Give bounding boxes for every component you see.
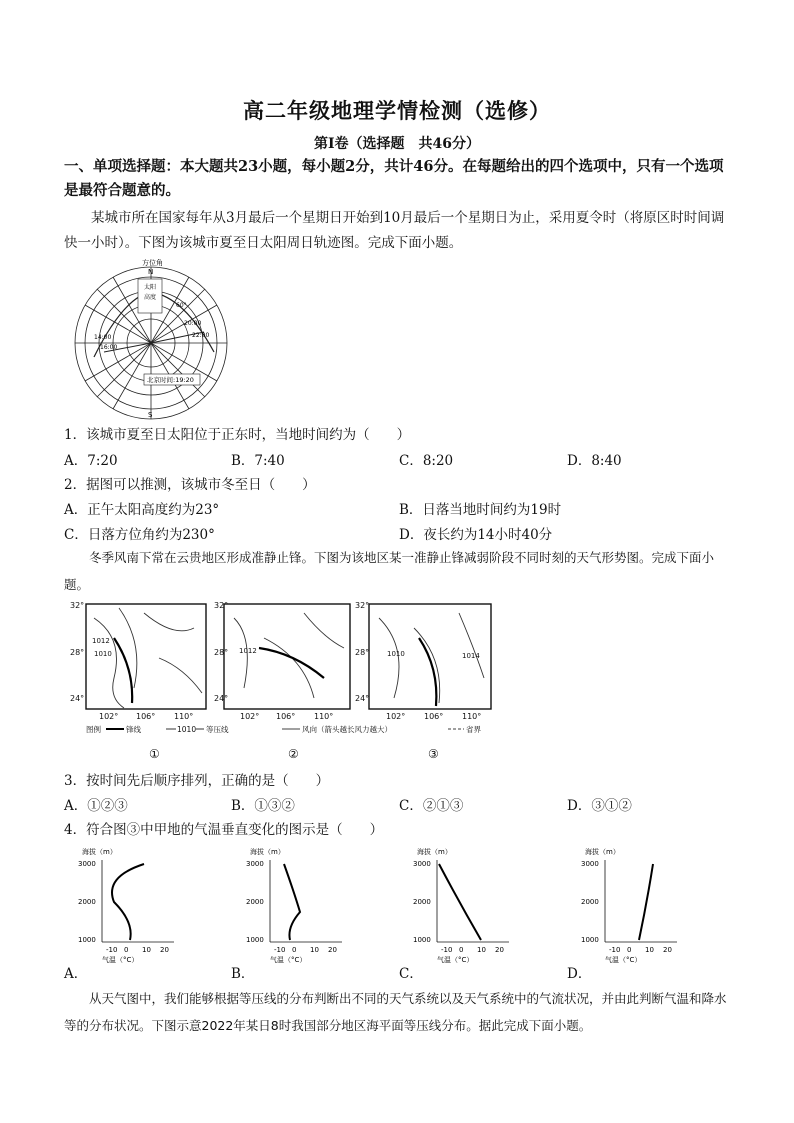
y-tick-label: 1000 xyxy=(246,936,264,944)
svg-text:24°: 24° xyxy=(355,694,370,703)
q4-option-c[interactable]: C． xyxy=(399,966,423,982)
x-tick-label: 10 xyxy=(142,946,151,954)
svg-text:102°: 102° xyxy=(386,712,406,721)
north-label: N xyxy=(148,268,154,276)
temperature-curve xyxy=(439,864,481,940)
q1-option-d[interactable]: D．8:40 xyxy=(567,453,622,469)
passage-3: 从天气图中，我们能够根据等压线的分布判断出不同的天气系统以及天气系统中的气流状况，并由此判断气温和降水等的分布状况。下图示意2022年某日8时我国部分地区海平面等压线分布。据此完成下面小题。 xyxy=(64,991,727,1033)
x-tick-label: 0 xyxy=(292,946,297,954)
profile-plot xyxy=(246,847,342,964)
y-tick-label: 3000 xyxy=(413,860,431,868)
y-tick-label: 1000 xyxy=(413,936,431,944)
question-2-stem: 2．据图可以推测，该城市冬至日（ ） xyxy=(64,477,316,493)
x-tick-label: 20 xyxy=(663,946,672,954)
svg-text:106°: 106° xyxy=(276,712,296,721)
q2-option-d[interactable]: D．夜长约为14小时40分 xyxy=(399,527,553,543)
temperature-curve xyxy=(284,864,300,940)
panel-label: ① xyxy=(149,747,160,761)
y-tick-label: 2000 xyxy=(78,898,96,906)
svg-text:110°: 110° xyxy=(314,712,334,721)
y-axis-title: 海拔（m） xyxy=(585,848,620,856)
q4-option-d[interactable]: D． xyxy=(567,966,592,982)
profile-plot xyxy=(78,847,174,964)
y-tick-label: 2000 xyxy=(413,898,431,906)
svg-text:锋线: 锋线 xyxy=(126,725,141,734)
x-axis-title: 气温（°C） xyxy=(270,956,307,964)
q2-option-b[interactable]: B．日落当地时间约为19时 xyxy=(399,502,562,518)
y-axis-title: 海拔（m） xyxy=(417,848,452,856)
svg-text:32°: 32° xyxy=(214,601,229,610)
x-tick-label: -10 xyxy=(106,946,118,954)
time-label: 22:00 xyxy=(192,332,210,339)
svg-text:1010: 1010 xyxy=(177,725,197,734)
passage-1: 某城市所在国家每年从3月最后一个星期日开始到10月最后一个星期日为止，采用夏令时（将原区时时间调快一小时）。下图为该城市夏至日太阳周日轨迹图。完成下面小题。 xyxy=(64,210,725,251)
profile-plot xyxy=(581,847,677,964)
azimuth-title: 方位角 xyxy=(142,259,163,267)
y-axis-title: 海拔（m） xyxy=(250,848,285,856)
svg-text:102°: 102° xyxy=(240,712,260,721)
x-tick-label: 10 xyxy=(645,946,654,954)
q3-option-d[interactable]: D．③①② xyxy=(567,798,632,814)
temperature-curve xyxy=(639,864,653,940)
map-legend xyxy=(86,724,481,734)
lat-label: 24° xyxy=(70,694,85,703)
q1-option-b[interactable]: B．7:40 xyxy=(231,453,285,469)
y-tick-label: 3000 xyxy=(78,860,96,868)
q3-option-a[interactable]: A．①②③ xyxy=(64,798,128,814)
y-tick-label: 2000 xyxy=(581,898,599,906)
lon-label: 106° xyxy=(136,712,156,721)
y-axis-title: 海拔（m） xyxy=(82,848,117,856)
isobar-label: 1014 xyxy=(462,652,480,660)
south-label: S xyxy=(148,411,153,419)
lat-label: 32° xyxy=(70,601,85,610)
x-tick-label: 0 xyxy=(627,946,632,954)
svg-text:风向（箭头越长风力越大）: 风向（箭头越长风力越大） xyxy=(302,725,392,734)
sun-path-diagram xyxy=(64,257,234,420)
x-tick-label: 0 xyxy=(459,946,464,954)
svg-text:高度: 高度 xyxy=(144,294,157,301)
lon-label: 102° xyxy=(99,712,119,721)
x-tick-label: 10 xyxy=(477,946,486,954)
panel-label: ② xyxy=(288,747,299,761)
altitude-label: 60° xyxy=(176,302,187,309)
isobar-label: 1012 xyxy=(92,637,110,645)
y-tick-label: 3000 xyxy=(581,860,599,868)
svg-text:24°: 24° xyxy=(214,694,229,703)
panel-label: ③ xyxy=(428,747,439,761)
x-tick-label: -10 xyxy=(274,946,286,954)
q1-option-c[interactable]: C．8:20 xyxy=(399,453,454,469)
x-tick-label: 0 xyxy=(124,946,129,954)
section-instructions: 一、单项选择题：本大题共23小题，每小题2分，共计46分。在每题给出的四个选项中，只有一个选项是最符合题意的。 xyxy=(64,158,724,199)
weather-maps-figure xyxy=(64,598,494,766)
diagram-label-top: 太阳 xyxy=(144,284,157,291)
svg-text:1012: 1012 xyxy=(239,647,257,655)
x-axis-title: 气温（°C） xyxy=(605,956,642,964)
question-3-stem: 3．按时间先后顺序排列，正确的是（ ） xyxy=(64,773,330,789)
svg-text:106°: 106° xyxy=(424,712,444,721)
temperature-profile-figure xyxy=(64,842,704,982)
page-title: 高二年级地理学情检测（选修） xyxy=(243,98,551,123)
x-tick-label: 20 xyxy=(328,946,337,954)
isobar-label: 1010 xyxy=(94,650,112,658)
time-label: 14:00 xyxy=(94,334,112,341)
y-tick-label: 1000 xyxy=(78,936,96,944)
time-label: 16:00 xyxy=(100,344,118,351)
x-tick-label: 10 xyxy=(310,946,319,954)
x-tick-label: 20 xyxy=(495,946,504,954)
y-tick-label: 2000 xyxy=(246,898,264,906)
lat-label: 28° xyxy=(70,648,85,657)
x-tick-label: -10 xyxy=(609,946,621,954)
svg-text:图例: 图例 xyxy=(86,725,101,734)
q3-option-b[interactable]: B．①③② xyxy=(231,798,295,814)
beijing-time-label: 北京时间:19:20 xyxy=(147,376,194,384)
x-axis-title: 气温（°C） xyxy=(437,956,474,964)
svg-text:1010: 1010 xyxy=(387,650,405,658)
q4-option-a[interactable]: A． xyxy=(64,966,88,982)
x-tick-label: 20 xyxy=(160,946,169,954)
svg-text:28°: 28° xyxy=(214,648,229,657)
q2-option-a[interactable]: A．正午太阳高度约为23° xyxy=(64,502,220,518)
temperature-curve xyxy=(112,864,144,940)
x-tick-label: -10 xyxy=(441,946,453,954)
svg-text:省界: 省界 xyxy=(466,725,481,734)
y-tick-label: 1000 xyxy=(581,936,599,944)
passage-2: 冬季风南下常在云贵地区形成准静止锋。下图为该地区某一准静止锋减弱阶段不同时刻的天气形势图。完成下面小题。 xyxy=(64,550,715,592)
time-label: 20:00 xyxy=(184,320,202,327)
x-axis-title: 气温（°C） xyxy=(102,956,139,964)
svg-text:32°: 32° xyxy=(355,601,370,610)
q4-option-b[interactable]: B． xyxy=(231,966,255,982)
q1-option-a[interactable]: A．7:20 xyxy=(64,453,118,469)
section-subtitle: 第Ⅰ卷（选择题 共46分） xyxy=(313,136,481,152)
question-4-stem: 4．符合图③中甲地的气温垂直变化的图示是（ ） xyxy=(64,822,384,838)
q3-option-c[interactable]: C．②①③ xyxy=(399,798,464,814)
q2-option-c[interactable]: C．日落方位角约为230° xyxy=(64,527,215,543)
profile-plot xyxy=(413,847,509,964)
question-1-stem: 1．该城市夏至日太阳位于正东时，当地时间约为（ ） xyxy=(64,427,411,443)
svg-text:28°: 28° xyxy=(355,648,370,657)
lon-label: 110° xyxy=(174,712,194,721)
y-tick-label: 3000 xyxy=(246,860,264,868)
svg-text:110°: 110° xyxy=(462,712,482,721)
svg-text:等压线: 等压线 xyxy=(206,725,229,734)
